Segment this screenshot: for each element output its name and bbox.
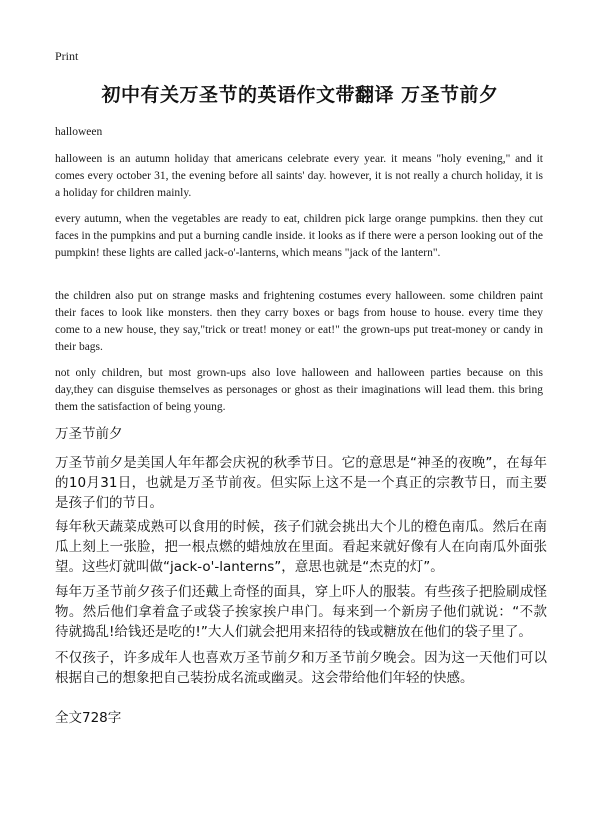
chinese-heading: 万圣节前夕 — [55, 426, 123, 442]
english-paragraph-1: halloween is an autumn holiday that americans celebrate every year. it means "holy evening," and it comes every october 31, the evening before all saints' day. however, it is not really a church holiday, it is a holiday for children mainly. — [55, 153, 543, 199]
english-paragraph-3: the children also put on strange masks and frightening costumes every halloween. some children paint their faces to look like monsters. then they carry boxes or bags from house to house. every time they come to a new house, they say,"trick or treat! money or eat!" the grown-ups put treat-money or candy in their bags. — [55, 290, 543, 353]
word-count: 全文728字 — [55, 710, 122, 726]
english-paragraph-2: every autumn, when the vegetables are ready to eat, children pick large orange pumpkins. then they cut faces in the pumpkins and put a burning candle inside. it looks as if there were a person looking out of the pumpkin! these lights are called jack-o'-lanterns, which means "jack of the lantern". — [55, 213, 543, 259]
chinese-paragraph-4: 不仅孩子，许多成年人也喜欢万圣节前夕和万圣节前夕晚会。因为这一天他们可以根据自己的想象把自己装扮成名流或幽灵。这会带给他们年轻的快感。 — [55, 650, 547, 686]
print-link[interactable]: Print — [55, 49, 79, 63]
english-paragraph-4: not only children, but most grown-ups also love halloween and halloween parties because on this day,they can disguise themselves as personages or ghost as their imaginations will lead them. this bring them the satisfaction of being young. — [55, 367, 543, 413]
chinese-paragraph-2: 每年秋天蔬菜成熟可以食用的时候，孩子们就会挑出大个儿的橙色南瓜。然后在南瓜上刻上一张脸，把一根点燃的蜡烛放在里面。看起来就好像有人在向南瓜外面张望。这些灯就叫做“jack-o'-lanterns”，意思也就是“杰克的灯”。 — [55, 519, 547, 575]
article-title: 初中有关万圣节的英语作文带翻译 万圣节前夕 — [101, 84, 499, 106]
chinese-paragraph-3: 每年万圣节前夕孩子们还戴上奇怪的面具，穿上吓人的服装。有些孩子把脸刷成怪物。然后他们拿着盒子或袋子挨家挨户串门。每来到一个新房子他们就说：“不款待就捣乱!给钱还是吃的!”大人们就会把用来招待的钱或糖放在他们的袋子里了。 — [55, 584, 547, 640]
english-heading: halloween — [55, 126, 103, 138]
chinese-paragraph-1: 万圣节前夕是美国人年年都会庆祝的秋季节日。它的意思是“神圣的夜晚”，在每年的10月31日，也就是万圣节前夜。但实际上这不是一个真正的宗教节日，而主要是孩子们的节日。 — [55, 455, 547, 511]
